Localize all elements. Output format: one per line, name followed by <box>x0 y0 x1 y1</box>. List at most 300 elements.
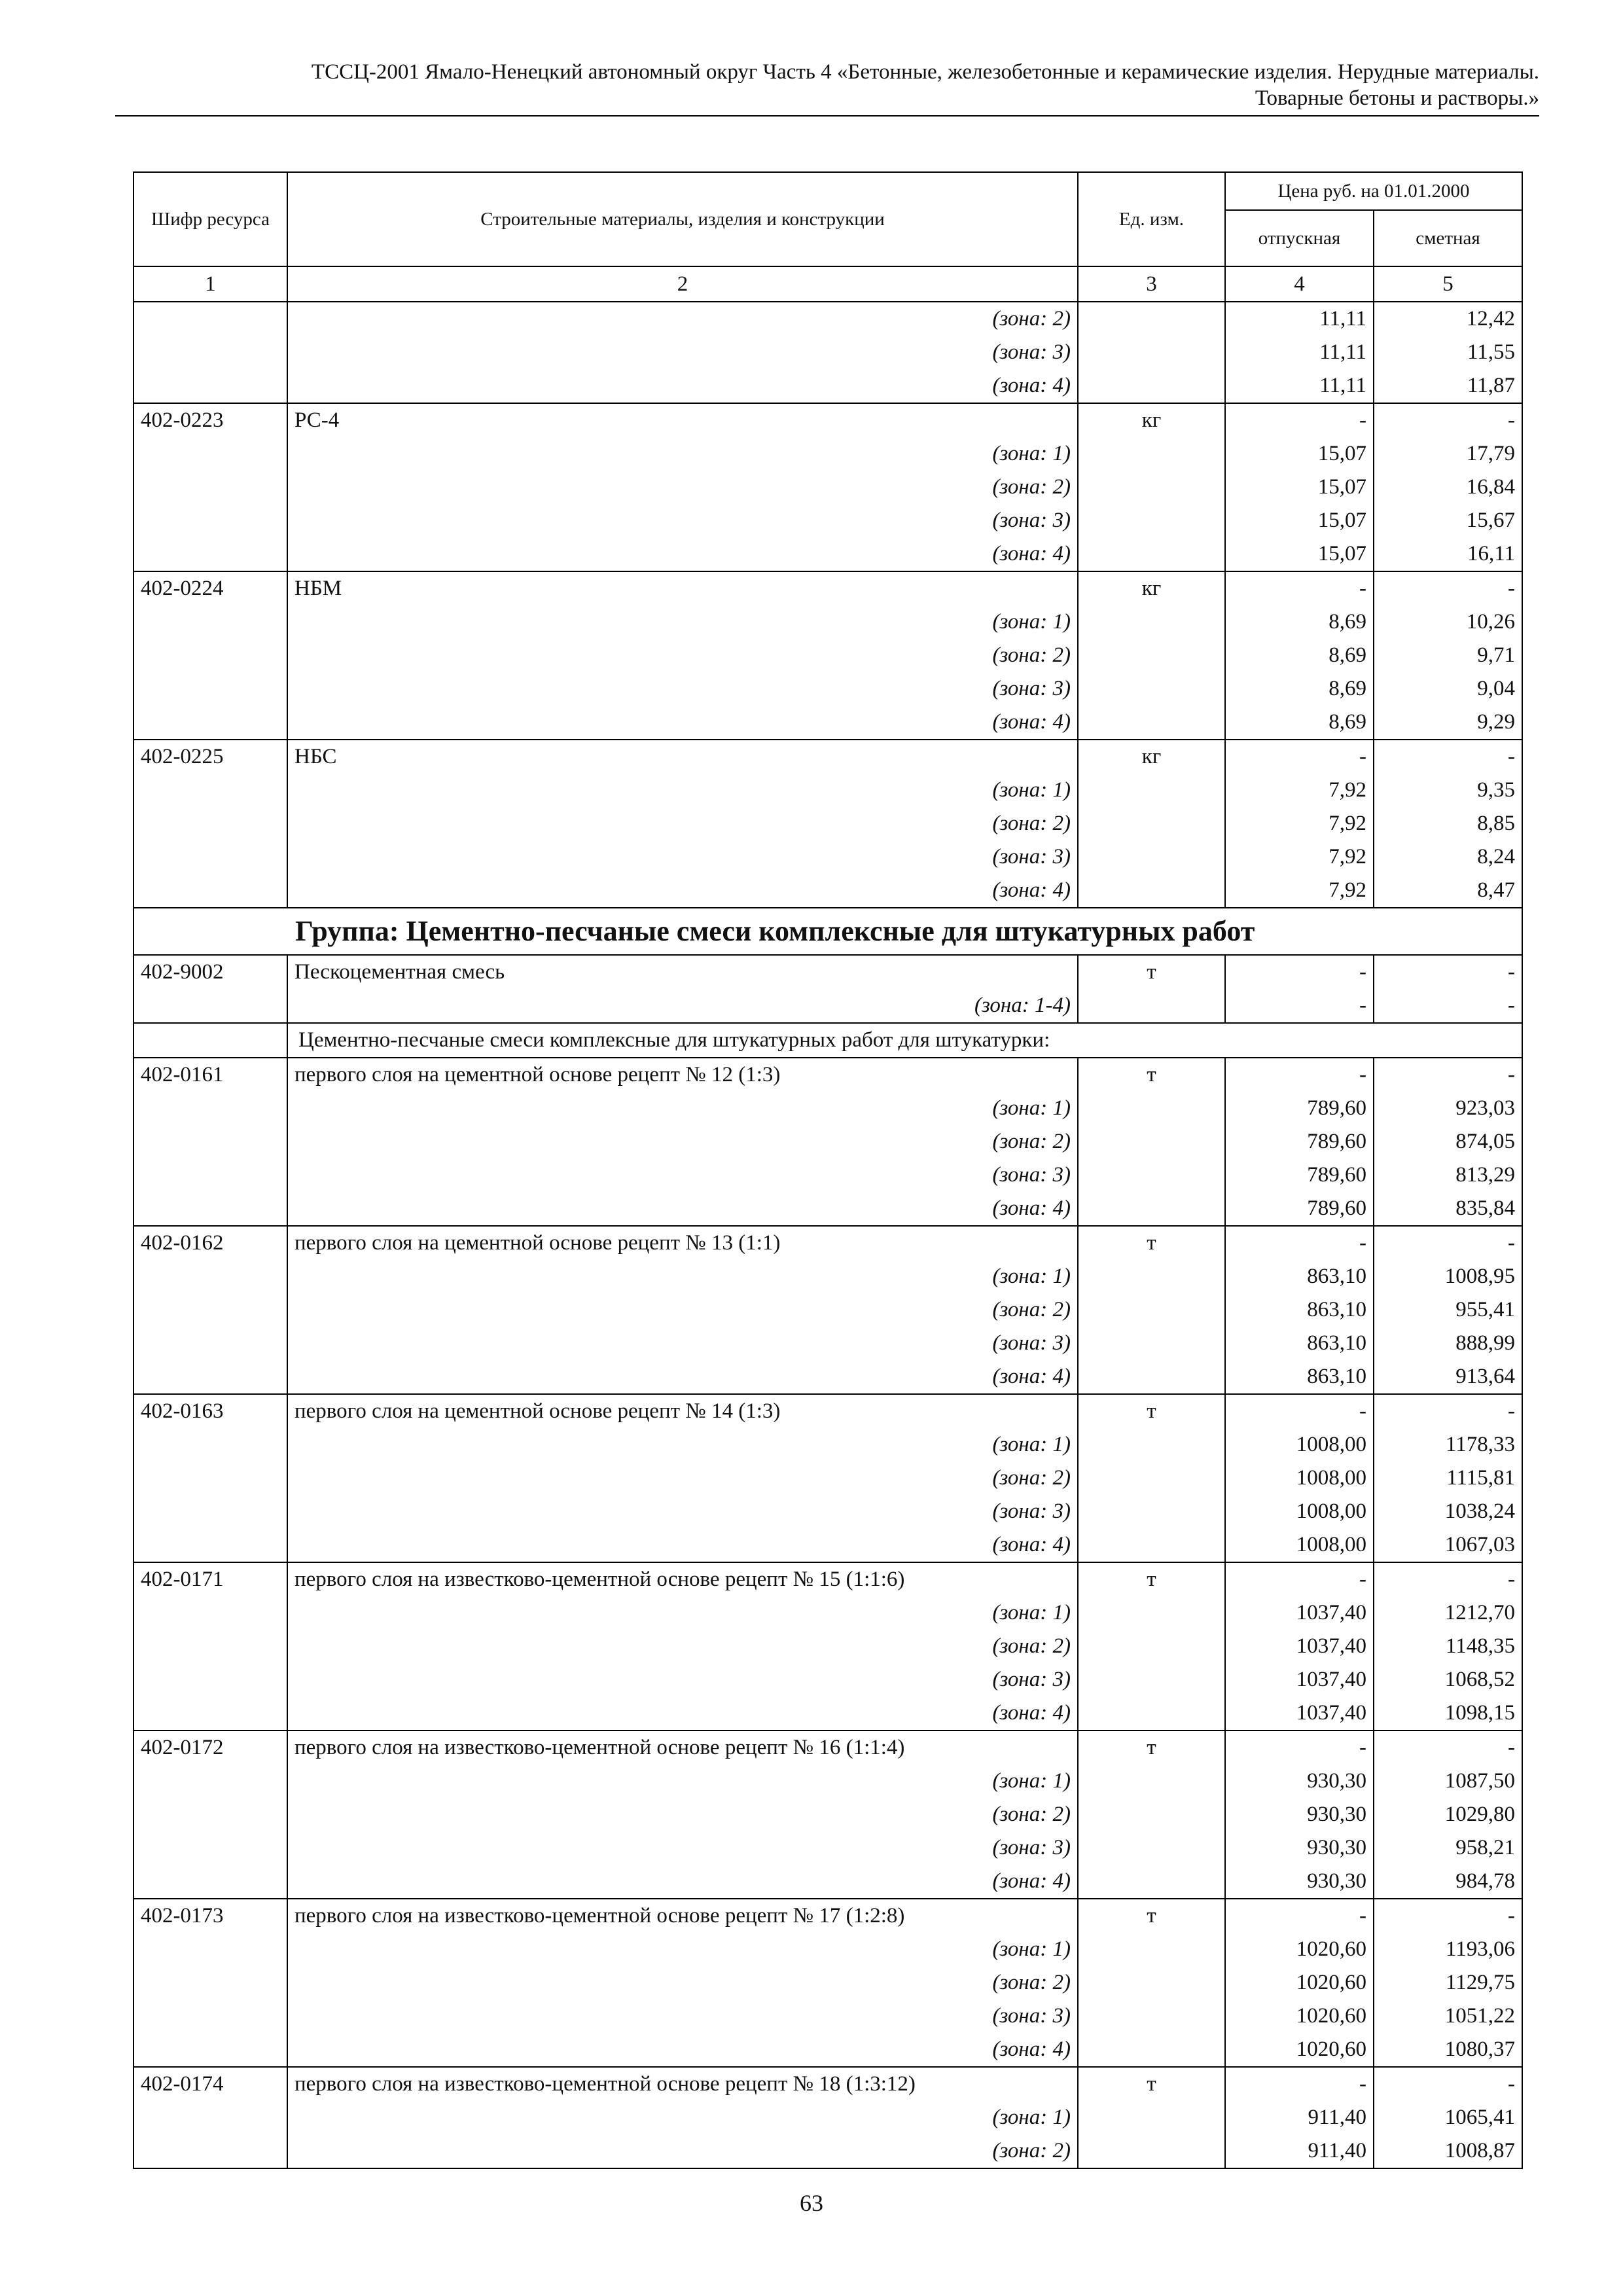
zone-label: (зона: 3) <box>287 336 1078 369</box>
release-price: 1037,40 <box>1225 1663 1374 1696</box>
estimate-price: - <box>1374 1058 1522 1092</box>
code-cell <box>134 369 287 403</box>
release-price: 789,60 <box>1225 1192 1374 1226</box>
zone-label: (зона: 2) <box>287 1293 1078 1327</box>
code-cell <box>134 1933 287 1966</box>
release-price: 930,30 <box>1225 1865 1374 1899</box>
zone-row <box>134 1696 1522 1731</box>
release-price: 930,30 <box>1225 1798 1374 1831</box>
unit-cell <box>1078 1966 1225 2000</box>
estimate-price: 11,55 <box>1374 336 1522 369</box>
release-price: 8,69 <box>1225 605 1374 639</box>
resource-row <box>134 1562 1522 1596</box>
resource-unit: кг <box>1078 571 1225 605</box>
zone-row <box>134 639 1522 672</box>
release-price: 7,92 <box>1225 807 1374 840</box>
code-cell <box>134 1663 287 1696</box>
zone-label: (зона: 1) <box>287 605 1078 639</box>
code-cell <box>134 807 287 840</box>
estimate-price: - <box>1374 955 1522 989</box>
estimate-price: 1129,75 <box>1374 1966 1522 2000</box>
code-cell <box>134 2101 287 2134</box>
release-price: 15,07 <box>1225 537 1374 571</box>
estimate-price: 15,67 <box>1374 504 1522 537</box>
unit-cell <box>1078 639 1225 672</box>
zone-label: (зона: 1) <box>287 1933 1078 1966</box>
code-cell <box>134 1092 287 1125</box>
resource-code: 402-0223 <box>134 403 287 437</box>
zone-row <box>134 369 1522 403</box>
code-cell <box>134 2033 287 2067</box>
code-cell <box>134 1865 287 1899</box>
code-cell <box>134 1125 287 1158</box>
resource-code: 402-0161 <box>134 1058 287 1092</box>
release-price: 15,07 <box>1225 471 1374 504</box>
resource-name: НБС <box>287 740 1078 774</box>
zone-row <box>134 1630 1522 1663</box>
code-cell <box>134 1798 287 1831</box>
resource-code: 402-0224 <box>134 571 287 605</box>
column-number: 3 <box>1078 266 1225 302</box>
unit-cell <box>1078 537 1225 571</box>
code-cell <box>134 1023 287 1058</box>
release-price: 15,07 <box>1225 437 1374 471</box>
release-price: 11,11 <box>1225 336 1374 369</box>
estimate-price: 1087,50 <box>1374 1765 1522 1798</box>
zone-label: (зона: 2) <box>287 471 1078 504</box>
estimate-price: 8,85 <box>1374 807 1522 840</box>
zone-label: (зона: 4) <box>287 874 1078 908</box>
unit-cell <box>1078 706 1225 740</box>
unit-cell <box>1078 2033 1225 2067</box>
release-price: 789,60 <box>1225 1125 1374 1158</box>
zone-label: (зона: 3) <box>287 2000 1078 2033</box>
column-number: 5 <box>1374 266 1522 302</box>
estimate-price: - <box>1374 1562 1522 1596</box>
release-price: 7,92 <box>1225 774 1374 807</box>
zone-label: (зона: 1) <box>287 437 1078 471</box>
resource-name: РС-4 <box>287 403 1078 437</box>
estimate-price: 9,35 <box>1374 774 1522 807</box>
zone-label: (зона: 1-4) <box>287 989 1078 1023</box>
estimate-price: 913,64 <box>1374 1360 1522 1394</box>
code-cell <box>134 537 287 571</box>
resource-unit: кг <box>1078 403 1225 437</box>
col-header-price: Цена руб. на 01.01.2000 <box>1225 172 1522 210</box>
unit-cell <box>1078 1596 1225 1630</box>
release-price: - <box>1225 1058 1374 1092</box>
zone-row <box>134 1765 1522 1798</box>
code-cell <box>134 1260 287 1293</box>
zone-label: (зона: 2) <box>287 639 1078 672</box>
unit-cell <box>1078 1933 1225 1966</box>
unit-cell <box>1078 1327 1225 1360</box>
estimate-price: 1115,81 <box>1374 1462 1522 1495</box>
resource-code: 402-0173 <box>134 1899 287 1933</box>
code-cell <box>134 706 287 740</box>
unit-cell <box>1078 1765 1225 1798</box>
unit-cell <box>1078 840 1225 874</box>
unit-cell <box>1078 437 1225 471</box>
resource-name: первого слоя на цементной основе рецепт № 13 (1:1) <box>287 1226 1078 1260</box>
estimate-price: - <box>1374 1226 1522 1260</box>
resource-code: 402-0174 <box>134 2067 287 2101</box>
code-cell <box>134 1327 287 1360</box>
estimate-price: 16,84 <box>1374 471 1522 504</box>
estimate-price: 1178,33 <box>1374 1428 1522 1462</box>
resource-name: первого слоя на известково-цементной основе рецепт № 17 (1:2:8) <box>287 1899 1078 1933</box>
zone-label: (зона: 3) <box>287 1495 1078 1528</box>
resource-name: НБМ <box>287 571 1078 605</box>
estimate-price: 16,11 <box>1374 537 1522 571</box>
resource-name: Пескоцементная смесь <box>287 955 1078 989</box>
release-price: 1037,40 <box>1225 1696 1374 1731</box>
resource-name: первого слоя на известково-цементной основе рецепт № 15 (1:1:6) <box>287 1562 1078 1596</box>
release-price: 863,10 <box>1225 1293 1374 1327</box>
column-numbers-row <box>134 266 1522 302</box>
col-header-release: отпускная <box>1225 210 1374 266</box>
estimate-price: 10,26 <box>1374 605 1522 639</box>
estimate-price: 1008,95 <box>1374 1260 1522 1293</box>
release-price: - <box>1225 1394 1374 1428</box>
zone-row <box>134 1158 1522 1192</box>
zone-row <box>134 1360 1522 1394</box>
zone-label: (зона: 1) <box>287 1092 1078 1125</box>
estimate-price: 955,41 <box>1374 1293 1522 1327</box>
resource-row <box>134 1731 1522 1765</box>
unit-cell <box>1078 336 1225 369</box>
code-cell <box>134 1360 287 1394</box>
code-cell <box>134 1630 287 1663</box>
unit-cell <box>1078 1293 1225 1327</box>
zone-label: (зона: 1) <box>287 1428 1078 1462</box>
col-header-estimate: сметная <box>1374 210 1522 266</box>
zone-label: (зона: 2) <box>287 302 1078 336</box>
unit-cell <box>1078 1495 1225 1528</box>
page-header <box>115 59 1539 117</box>
unit-cell <box>1078 1663 1225 1696</box>
zone-label: (зона: 2) <box>287 1798 1078 1831</box>
code-cell <box>134 874 287 908</box>
release-price: 8,69 <box>1225 672 1374 706</box>
zone-label: (зона: 3) <box>287 840 1078 874</box>
zone-row <box>134 1260 1522 1293</box>
code-cell <box>134 989 287 1023</box>
zone-row <box>134 537 1522 571</box>
release-price: - <box>1225 955 1374 989</box>
unit-cell <box>1078 1428 1225 1462</box>
zone-label: (зона: 2) <box>287 2134 1078 2168</box>
code-cell <box>134 1596 287 1630</box>
zone-row <box>134 2134 1522 2168</box>
zone-row <box>134 874 1522 908</box>
header-line-2: Товарные бетоны и растворы.» <box>1255 86 1539 110</box>
zone-label: (зона: 1) <box>287 1260 1078 1293</box>
release-price: 1020,60 <box>1225 2000 1374 2033</box>
zone-label: (зона: 4) <box>287 1528 1078 1562</box>
subgroup-row <box>134 1023 1522 1058</box>
zone-label: (зона: 3) <box>287 504 1078 537</box>
zone-label: (зона: 2) <box>287 1630 1078 1663</box>
code-cell <box>134 1293 287 1327</box>
zone-label: (зона: 4) <box>287 1696 1078 1731</box>
estimate-price: 9,04 <box>1374 672 1522 706</box>
zone-row <box>134 1327 1522 1360</box>
col-header-name: Строительные материалы, изделия и конструкции <box>287 172 1078 266</box>
estimate-price: 1098,15 <box>1374 1696 1522 1731</box>
release-price: 930,30 <box>1225 1765 1374 1798</box>
estimate-price: 1038,24 <box>1374 1495 1522 1528</box>
zone-label: (зона: 3) <box>287 1831 1078 1865</box>
zone-row <box>134 774 1522 807</box>
release-price: 1020,60 <box>1225 1966 1374 2000</box>
estimate-price: - <box>1374 403 1522 437</box>
code-cell <box>134 1428 287 1462</box>
release-price: 911,40 <box>1225 2134 1374 2168</box>
release-price: 15,07 <box>1225 504 1374 537</box>
zone-label: (зона: 3) <box>287 672 1078 706</box>
zone-row <box>134 1125 1522 1158</box>
release-price: 1020,60 <box>1225 1933 1374 1966</box>
zone-row <box>134 672 1522 706</box>
col-header-unit: Ед. изм. <box>1078 172 1225 266</box>
unit-cell <box>1078 874 1225 908</box>
code-cell <box>134 639 287 672</box>
release-price: 1008,00 <box>1225 1462 1374 1495</box>
estimate-price: 1067,03 <box>1374 1528 1522 1562</box>
release-price: 1037,40 <box>1225 1596 1374 1630</box>
zone-label: (зона: 4) <box>287 706 1078 740</box>
estimate-price: 958,21 <box>1374 1831 1522 1865</box>
resource-row <box>134 1058 1522 1092</box>
zone-row <box>134 302 1522 336</box>
unit-cell <box>1078 369 1225 403</box>
estimate-price: 1008,87 <box>1374 2134 1522 2168</box>
zone-row <box>134 504 1522 537</box>
unit-cell <box>1078 2101 1225 2134</box>
code-cell <box>134 1966 287 2000</box>
code-cell <box>134 1528 287 1562</box>
release-price: - <box>1225 1899 1374 1933</box>
zone-row <box>134 2033 1522 2067</box>
zone-row <box>134 1596 1522 1630</box>
page-number: 63 <box>800 2190 823 2216</box>
estimate-price: - <box>1374 1899 1522 1933</box>
unit-cell <box>1078 1696 1225 1731</box>
estimate-price: 1080,37 <box>1374 2033 1522 2067</box>
code-cell <box>134 840 287 874</box>
code-cell <box>134 2000 287 2033</box>
zone-label: (зона: 2) <box>287 1462 1078 1495</box>
resource-row <box>134 403 1522 437</box>
unit-cell <box>1078 1092 1225 1125</box>
unit-cell <box>1078 302 1225 336</box>
estimate-price: 1065,41 <box>1374 2101 1522 2134</box>
release-price: 863,10 <box>1225 1360 1374 1394</box>
release-price: - <box>1225 1562 1374 1596</box>
release-price: 1008,00 <box>1225 1495 1374 1528</box>
release-price: 8,69 <box>1225 639 1374 672</box>
zone-row <box>134 840 1522 874</box>
zone-label: (зона: 3) <box>287 1158 1078 1192</box>
zone-row <box>134 1528 1522 1562</box>
estimate-price: 17,79 <box>1374 437 1522 471</box>
price-table <box>133 171 1523 2169</box>
unit-cell <box>1078 1360 1225 1394</box>
unit-cell <box>1078 989 1225 1023</box>
code-cell <box>134 1696 287 1731</box>
column-number: 4 <box>1225 266 1374 302</box>
resource-row <box>134 955 1522 989</box>
unit-cell <box>1078 605 1225 639</box>
estimate-price: 813,29 <box>1374 1158 1522 1192</box>
code-cell <box>134 1192 287 1226</box>
resource-unit: т <box>1078 2067 1225 2101</box>
resource-unit: т <box>1078 1899 1225 1933</box>
code-cell <box>134 605 287 639</box>
resource-row <box>134 1226 1522 1260</box>
unit-cell <box>1078 1798 1225 1831</box>
release-price: 1008,00 <box>1225 1428 1374 1462</box>
release-price: - <box>1225 1731 1374 1765</box>
release-price: 11,11 <box>1225 302 1374 336</box>
resource-row <box>134 1394 1522 1428</box>
unit-cell <box>1078 2000 1225 2033</box>
table-body <box>134 266 1522 2168</box>
col-header-code: Шифр ресурса <box>134 172 287 266</box>
zone-label: (зона: 2) <box>287 1125 1078 1158</box>
estimate-price: 12,42 <box>1374 302 1522 336</box>
release-price: 1008,00 <box>1225 1528 1374 1562</box>
release-price: 911,40 <box>1225 2101 1374 2134</box>
zone-label: (зона: 1) <box>287 774 1078 807</box>
release-price: 11,11 <box>1225 369 1374 403</box>
group-title: Группа: Цементно-песчаные смеси комплексные для штукатурных работ <box>134 908 1522 955</box>
zone-row <box>134 437 1522 471</box>
resource-name: первого слоя на известково-цементной основе рецепт № 18 (1:3:12) <box>287 2067 1078 2101</box>
release-price: 789,60 <box>1225 1158 1374 1192</box>
release-price: - <box>1225 571 1374 605</box>
zone-label: (зона: 4) <box>287 1865 1078 1899</box>
unit-cell <box>1078 807 1225 840</box>
code-cell <box>134 1831 287 1865</box>
header-line-1: ТССЦ-2001 Ямало-Ненецкий автономный округ Часть 4 «Бетонные, железобетонные и керамические изделия. Нерудные материалы. <box>311 60 1539 84</box>
resource-row <box>134 740 1522 774</box>
zone-row <box>134 1462 1522 1495</box>
resource-unit: т <box>1078 1226 1225 1260</box>
estimate-price: 1193,06 <box>1374 1933 1522 1966</box>
zone-row <box>134 1933 1522 1966</box>
unit-cell <box>1078 1865 1225 1899</box>
zone-label: (зона: 3) <box>287 1663 1078 1696</box>
code-cell <box>134 336 287 369</box>
estimate-price: - <box>1374 1731 1522 1765</box>
estimate-price: 1068,52 <box>1374 1663 1522 1696</box>
unit-cell <box>1078 672 1225 706</box>
zone-row <box>134 1831 1522 1865</box>
release-price: 8,69 <box>1225 706 1374 740</box>
estimate-price: - <box>1374 1394 1522 1428</box>
release-price: 789,60 <box>1225 1092 1374 1125</box>
estimate-price: 835,84 <box>1374 1192 1522 1226</box>
zone-label: (зона: 4) <box>287 1360 1078 1394</box>
estimate-price: 874,05 <box>1374 1125 1522 1158</box>
zone-label: (зона: 4) <box>287 1192 1078 1226</box>
resource-row <box>134 1899 1522 1933</box>
zone-row <box>134 706 1522 740</box>
unit-cell <box>1078 1462 1225 1495</box>
zone-label: (зона: 1) <box>287 2101 1078 2134</box>
unit-cell <box>1078 2134 1225 2168</box>
code-cell <box>134 437 287 471</box>
zone-row <box>134 1865 1522 1899</box>
code-cell <box>134 504 287 537</box>
unit-cell <box>1078 1630 1225 1663</box>
release-price: 1020,60 <box>1225 2033 1374 2067</box>
code-cell <box>134 1462 287 1495</box>
code-cell <box>134 302 287 336</box>
unit-cell <box>1078 1192 1225 1226</box>
zone-row <box>134 1192 1522 1226</box>
estimate-price: 984,78 <box>1374 1865 1522 1899</box>
zone-row <box>134 605 1522 639</box>
release-price: 863,10 <box>1225 1327 1374 1360</box>
resource-unit: т <box>1078 1394 1225 1428</box>
unit-cell <box>1078 1158 1225 1192</box>
unit-cell <box>1078 1125 1225 1158</box>
zone-row <box>134 2101 1522 2134</box>
zone-row <box>134 1798 1522 1831</box>
estimate-price: 1051,22 <box>1374 2000 1522 2033</box>
release-price: 7,92 <box>1225 840 1374 874</box>
resource-unit: т <box>1078 1731 1225 1765</box>
release-price: - <box>1225 1226 1374 1260</box>
resource-name: первого слоя на цементной основе рецепт № 12 (1:3) <box>287 1058 1078 1092</box>
resource-code: 402-0162 <box>134 1226 287 1260</box>
zone-label: (зона: 1) <box>287 1596 1078 1630</box>
zone-row <box>134 1663 1522 1696</box>
resource-code: 402-0171 <box>134 1562 287 1596</box>
resource-code: 402-0163 <box>134 1394 287 1428</box>
resource-row <box>134 571 1522 605</box>
unit-cell <box>1078 504 1225 537</box>
zone-row <box>134 2000 1522 2033</box>
code-cell <box>134 1765 287 1798</box>
zone-row <box>134 1495 1522 1528</box>
zone-row <box>134 1966 1522 2000</box>
unit-cell <box>1078 1260 1225 1293</box>
release-price: 863,10 <box>1225 1260 1374 1293</box>
estimate-price: - <box>1374 571 1522 605</box>
release-price: - <box>1225 989 1374 1023</box>
unit-cell <box>1078 1528 1225 1562</box>
resource-unit: кг <box>1078 740 1225 774</box>
estimate-price: 8,24 <box>1374 840 1522 874</box>
release-price: 1037,40 <box>1225 1630 1374 1663</box>
zone-label: (зона: 2) <box>287 807 1078 840</box>
resource-code: 402-9002 <box>134 955 287 989</box>
estimate-price: - <box>1374 740 1522 774</box>
group-row <box>134 908 1522 955</box>
zone-row <box>134 1293 1522 1327</box>
release-price: - <box>1225 403 1374 437</box>
zone-row <box>134 1428 1522 1462</box>
zone-label: (зона: 1) <box>287 1765 1078 1798</box>
release-price: - <box>1225 740 1374 774</box>
release-price: 930,30 <box>1225 1831 1374 1865</box>
code-cell <box>134 1158 287 1192</box>
zone-label: (зона: 3) <box>287 1327 1078 1360</box>
